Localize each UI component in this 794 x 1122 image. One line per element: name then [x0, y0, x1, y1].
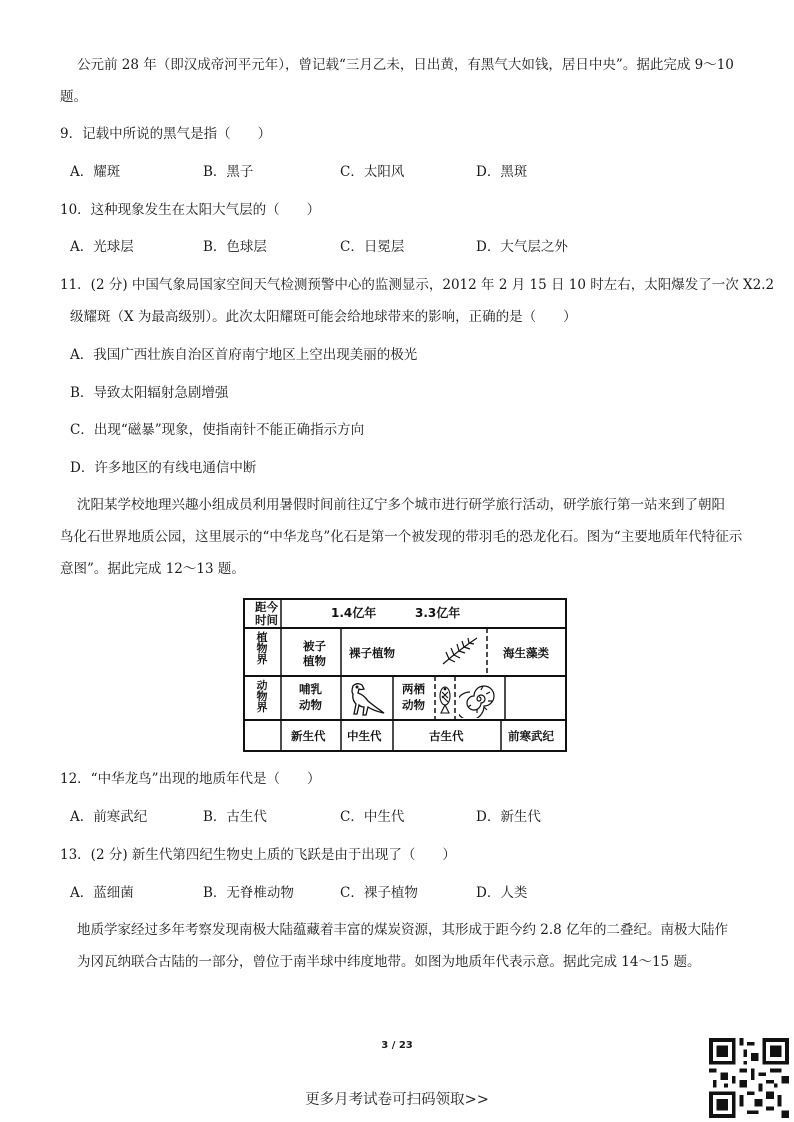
time-mark-1: 1.4亿年 — [331, 606, 377, 620]
marine-algae-label: 海生藻类 — [503, 646, 549, 660]
question-11-stem: 级耀斑（X 为最高级别）。此次太阳耀斑可能会给地球带来的影响，正确的是（ ） — [70, 309, 577, 325]
intro-passage-line: 为冈瓦纳联合古陆的一部分，曾位于南半球中纬度地带。如图为地质年代表示意。据此完成 14～15 题。 — [77, 954, 701, 970]
angiosperm-label-1: 被子 — [303, 639, 326, 653]
gymnosperm-label: 裸子植物 — [349, 646, 395, 660]
q9-option-b: B．黑子 — [203, 164, 254, 180]
q12-option-c: C．中生代 — [340, 809, 405, 825]
era-precambrian: 前寒武纪 — [508, 729, 554, 743]
time-label-line2: 时间 — [255, 613, 278, 627]
fern-icon — [439, 634, 481, 668]
q9-option-d: D．黑斑 — [476, 164, 528, 180]
page-number: 3 / 23 — [381, 1040, 413, 1051]
q12-option-b: B．古生代 — [203, 809, 267, 825]
q10-option-d: D．大气层之外 — [476, 239, 568, 255]
q10-option-c: C．日冕层 — [340, 239, 405, 255]
q11-option-c: C．出现“磁暴”现象，使指南针不能正确指示方向 — [70, 422, 365, 438]
question-11-stem: 11．(2 分) 中国气象局国家空间天气检测预警中心的监测显示，2012 年 2 月 15 日 10 时左右，太阳爆发了一次 X2.2 — [60, 277, 775, 293]
q11-option-a: A．我国广西壮族自治区首府南宁地区上空出现美丽的极光 — [70, 347, 418, 363]
time-label-line1: 距今 — [255, 600, 278, 614]
question-10-stem: 10．这种现象发生在太阳大气层的（ ） — [60, 202, 321, 218]
intro-passage-line: 沈阳某学校地理兴趣小组成员利用暑假时间前往辽宁多个城市进行研学旅行活动，研学旅行第一站来到了朝阳 — [77, 497, 725, 513]
ammonite-icon — [459, 680, 499, 718]
intro-passage-line: 意图”。据此完成 12～13 题。 — [60, 561, 245, 577]
q9-option-a: A．耀斑 — [70, 164, 121, 180]
q13-option-b: B．无脊椎动物 — [203, 885, 294, 901]
q12-option-a: A．前寒武纪 — [70, 809, 148, 825]
animal-kingdom-label: 动物界 — [256, 679, 268, 714]
q10-option-b: B．色球层 — [203, 239, 267, 255]
mammal-label-2: 动物 — [299, 698, 322, 712]
question-13-stem: 13．(2 分) 新生代第四纪生物史上质的飞跃是由于出现了（ ） — [60, 847, 456, 863]
q13-option-a: A．蓝细菌 — [70, 885, 134, 901]
q11-option-d: D．许多地区的有线电通信中断 — [70, 460, 257, 476]
intro-passage-line: 鸟化石世界地质公园，这里展示的“中华龙鸟”化石是第一个被发现的带羽毛的恐龙化石。图为“主要地质年代特征示 — [60, 529, 743, 545]
amphibian-label-1: 两栖 — [402, 682, 425, 696]
question-12-stem: 12．“中华龙鸟”出现的地质年代是（ ） — [60, 771, 321, 787]
mammal-label-1: 哺乳 — [299, 682, 322, 696]
plant-kingdom-label: 植物界 — [256, 631, 268, 666]
time-mark-2: 3.3亿年 — [415, 606, 461, 620]
q10-option-a: A．光球层 — [70, 239, 134, 255]
q11-option-b: B．导致太阳辐射急剧增强 — [70, 385, 229, 401]
angiosperm-label-2: 植物 — [303, 654, 326, 668]
amphibian-label-2: 动物 — [402, 698, 425, 712]
intro-passage-line: 题。 — [60, 89, 87, 105]
era-cenozoic: 新生代 — [291, 729, 326, 743]
footer-promo-text: 更多月考试卷可扫码领取>> — [305, 1092, 489, 1108]
q13-option-c: C．裸子植物 — [340, 885, 418, 901]
era-paleozoic: 古生代 — [429, 729, 464, 743]
geologic-era-figure — [243, 598, 567, 752]
intro-passage-line: 地质学家经过多年考察发现南极大陆蕴藏着丰富的煤炭资源，其形成于距今约 2.8 亿年的二叠纪。南极大陆作 — [77, 922, 729, 938]
intro-passage-line: 公元前 28 年（即汉成帝河平元年），曾记载“三月乙未，日出黄，有黑气大如钱，居日中央”。据此完成 9～10 — [77, 57, 734, 73]
era-mesozoic: 中生代 — [347, 729, 382, 743]
q9-option-c: C．太阳风 — [340, 164, 405, 180]
q13-option-d: D．人类 — [476, 885, 528, 901]
q12-option-d: D．新生代 — [476, 809, 541, 825]
fish-icon — [437, 682, 453, 716]
question-9-stem: 9．记载中所说的黑气是指（ ） — [60, 126, 272, 142]
dinosaur-icon — [345, 680, 389, 718]
